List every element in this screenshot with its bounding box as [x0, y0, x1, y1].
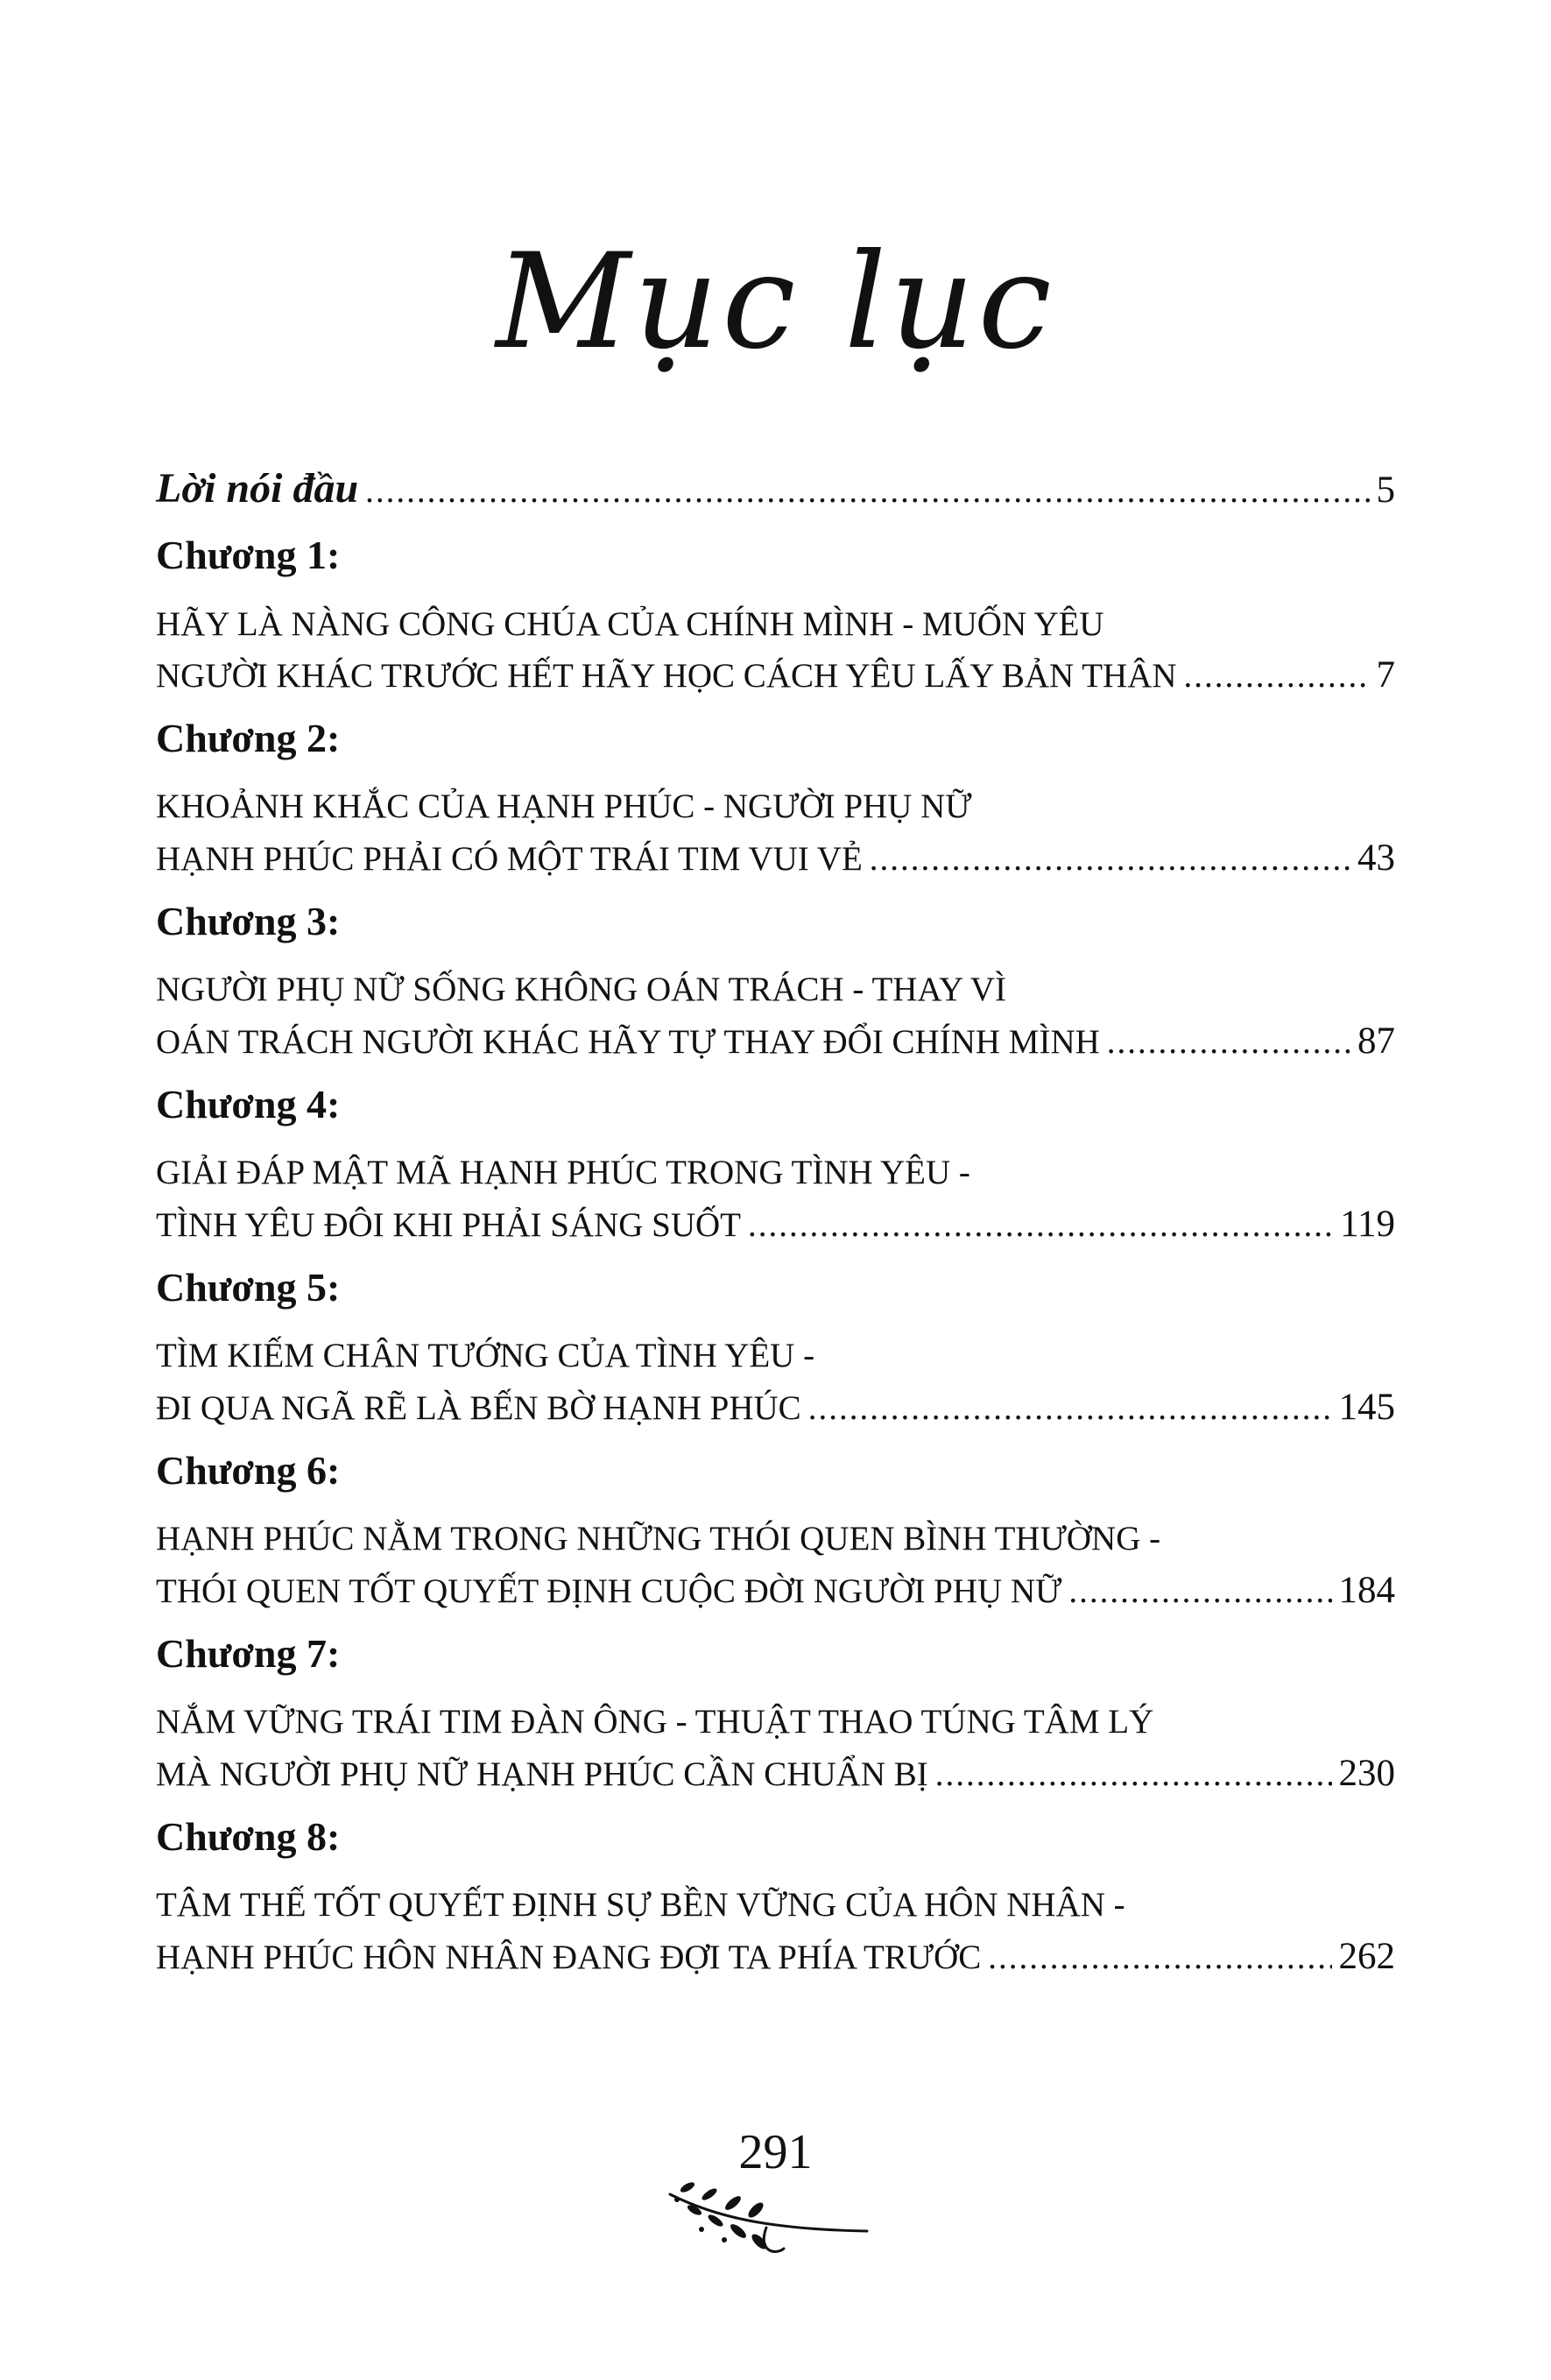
intro-label: Lời nói đầu [156, 465, 359, 512]
chapter-1-title-line2-text: NGƯỜI KHÁC TRƯỚC HẾT HÃY HỌC CÁCH YÊU LẤY BẢN THÂN [156, 657, 1177, 695]
chapter-8-label: Chương 8: [156, 1814, 341, 1859]
chapter-5-title-line2-text: ĐI QUA NGÃ RẼ LÀ BẾN BỜ HẠNH PHÚC [156, 1389, 801, 1427]
chapter-2-label: Chương 2: [156, 716, 341, 760]
chapter-7-title-line2-text: MÀ NGƯỜI PHỤ NỮ HẠNH PHÚC CẦN CHUẨN BỊ [156, 1755, 928, 1793]
chapter-6-title-line2-text: THÓI QUEN TỐT QUYẾT ĐỊNH CUỘC ĐỜI NGƯỜI PHỤ NỮ [156, 1572, 1062, 1610]
chapter-3-title-line2-text: OÁN TRÁCH NGƯỜI KHÁC HÃY TỰ THAY ĐỔI CHÍNH MÌNH [156, 1023, 1100, 1061]
chapter-2-title-line1[interactable]: KHOẢNH KHẮC CỦA HẠNH PHÚC - NGƯỜI PHỤ NỮ [156, 787, 972, 825]
intro-page-number: 5 [1376, 470, 1395, 511]
chapter-6-page-number: 184 [1338, 1570, 1395, 1611]
dot-leader [1068, 1571, 1331, 1611]
chapter-1-page-number: 7 [1376, 654, 1395, 696]
toc-entry-intro[interactable] [156, 464, 1395, 512]
chapter-5-title-line1[interactable]: TÌM KIẾM CHÂN TƯỚNG CỦA TÌNH YÊU - [156, 1337, 815, 1374]
chapter-1-title-line1[interactable]: HÃY LÀ NÀNG CÔNG CHÚA CỦA CHÍNH MÌNH - MUỐN YÊU [156, 605, 1104, 643]
chapter-1-title-line2[interactable] [156, 653, 1395, 696]
chapter-4-label: Chương 4: [156, 1082, 341, 1126]
page-number: 291 [738, 2125, 813, 2179]
chapter-2-page-number: 43 [1357, 837, 1395, 879]
chapter-6-title-line1[interactable]: HẠNH PHÚC NẰM TRONG NHỮNG THÓI QUEN BÌNH THƯỜNG - [156, 1520, 1161, 1557]
chapter-5-page-number: 145 [1338, 1387, 1395, 1428]
chapter-2-title-line2[interactable] [156, 837, 1395, 879]
chapter-4-title-line2[interactable] [156, 1203, 1395, 1246]
chapter-5-label: Chương 5: [156, 1265, 341, 1310]
chapter-3-label: Chương 3: [156, 899, 341, 943]
chapter-4-title-line2-text: TÌNH YÊU ĐÔI KHI PHẢI SÁNG SUỐT [156, 1206, 742, 1244]
chapter-3-page-number: 87 [1357, 1021, 1395, 1062]
chapter-6-title-line2[interactable] [156, 1569, 1395, 1612]
chapter-7-label: Chương 7: [156, 1631, 341, 1676]
chapter-5-title-line2[interactable] [156, 1386, 1395, 1429]
chapter-2-title-line2-text: HẠNH PHÚC PHẢI CÓ MỘT TRÁI TIM VUI VẺ [156, 840, 863, 878]
chapter-8-title-line2-text: HẠNH PHÚC HÔN NHÂN ĐANG ĐỢI TA PHÍA TRƯỚC [156, 1939, 982, 1976]
chapter-8-page-number: 262 [1338, 1936, 1395, 1977]
chapter-7-title-line2[interactable] [156, 1752, 1395, 1795]
dot-leader [748, 1205, 1333, 1245]
chapter-4-page-number: 119 [1340, 1204, 1395, 1245]
dot-leader [870, 839, 1350, 879]
chapter-7-title-line1[interactable]: NẮM VỮNG TRÁI TIM ĐÀN ÔNG - THUẬT THAO TÚNG TÂM LÝ [156, 1703, 1154, 1741]
dot-leader [988, 1938, 1331, 1977]
dot-leader [808, 1388, 1332, 1428]
chapter-7-page-number: 230 [1338, 1753, 1395, 1794]
chapter-4-title-line1[interactable]: GIẢI ĐÁP MẬT MÃ HẠNH PHÚC TRONG TÌNH YÊU - [156, 1154, 970, 1191]
chapter-1-label: Chương 1: [156, 533, 341, 577]
chapter-3-title-line2[interactable] [156, 1020, 1395, 1063]
chapter-3-title-line1[interactable]: NGƯỜI PHỤ NỮ SỐNG KHÔNG OÁN TRÁCH - THAY VÌ [156, 971, 1006, 1008]
floral-vine-icon [661, 2168, 871, 2264]
page-title: Mục lục [496, 226, 1055, 378]
chapter-8-title-line1[interactable]: TÂM THẾ TỐT QUYẾT ĐỊNH SỰ BỀN VỮNG CỦA HÔN NHÂN - [156, 1886, 1125, 1924]
dot-leader [935, 1755, 1332, 1794]
dot-leader [1184, 656, 1370, 696]
dot-leader [1107, 1022, 1350, 1062]
dot-leader [365, 471, 1369, 511]
chapter-6-label: Chương 6: [156, 1448, 341, 1493]
chapter-8-title-line2[interactable] [156, 1935, 1395, 1978]
